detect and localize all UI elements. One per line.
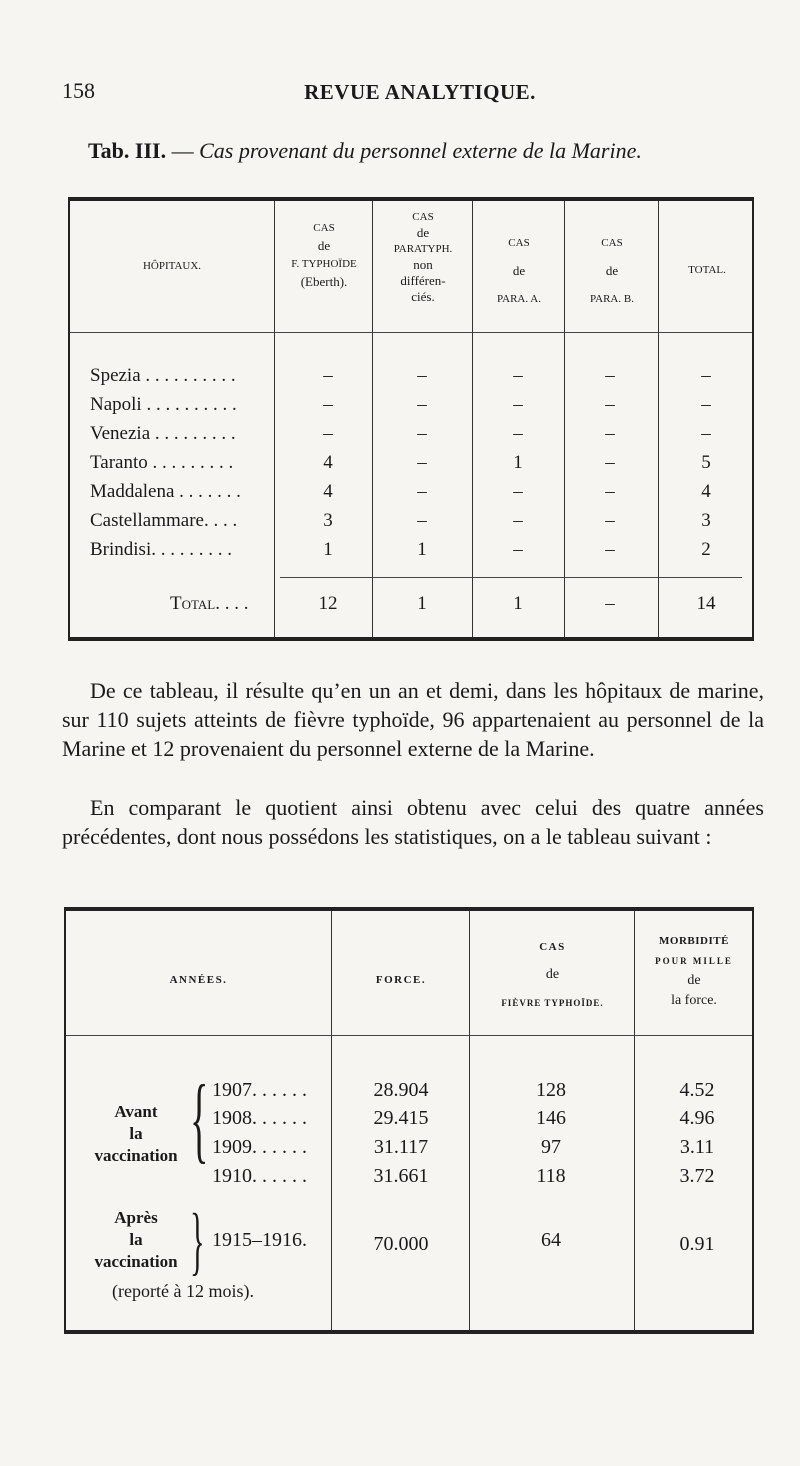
morbidity-value: 3.11: [679, 1136, 715, 1158]
year-1910: 1910. . . . . .: [212, 1165, 307, 1187]
morbidity-value: 3.72: [679, 1165, 715, 1187]
page-number: 158: [62, 78, 95, 103]
year-1909: 1909. . . . . .: [212, 1136, 307, 1158]
force-value: 31.117: [373, 1136, 429, 1158]
group-after-vaccination: Après la vaccination: [94, 1208, 178, 1271]
table-row: Spezia . . . . . . . . . . – – – – –: [90, 365, 711, 386]
caption-title: Cas provenant du personnel externe de la Marine.: [199, 138, 642, 163]
group-before-vaccination: Avant la vaccination: [94, 1102, 178, 1165]
header-total: TOTAL.: [688, 264, 726, 276]
running-title: REVUE ANALYTIQUE.: [304, 80, 536, 104]
header-typhoid-eberth: CAS de F. TYPHOÏDE (Eberth).: [291, 222, 357, 289]
cases-value: 64: [541, 1229, 561, 1251]
header-typhoid-cases: CAS de FIÈVRE TYPHOÏDE.: [501, 941, 604, 1008]
cases-value: 128: [536, 1079, 566, 1101]
brace-after: }: [190, 1199, 205, 1283]
column-divider: [331, 911, 332, 1330]
total-rule: [280, 577, 742, 578]
paragraph-result: De ce tableau, il résulte qu’en un an et demi, dans les hôpitaux de marine, sur 110 sujets atteints de fièvre typhoïde, 96 appartenaient au personnel de la Marine et 12 provenaient du personnel externe de la Marine.: [62, 678, 764, 761]
morbidity-value: 4.52: [679, 1079, 715, 1101]
brace-before: {: [190, 1065, 209, 1172]
cases-value: 97: [541, 1136, 561, 1158]
table-row: Venezia . . . . . . . . . – – – – –: [90, 423, 711, 444]
header-rule: [66, 1035, 752, 1036]
table-row: Taranto . . . . . . . . . 4 – 1 – 5: [90, 452, 711, 473]
hospital-cases-table: [68, 197, 754, 641]
table-row: Maddalena . . . . . . . 4 – – – 4: [90, 481, 711, 502]
cases-value: 146: [536, 1107, 566, 1129]
header-para-a: CAS de PARA. A.: [497, 237, 541, 305]
total-row: Total. . . . 12 1 1 – 14: [170, 593, 716, 614]
caption-label: Tab. III.: [88, 138, 167, 163]
header-hospitals: HÔPITAUX.: [142, 260, 202, 272]
column-divider: [469, 911, 470, 1330]
force-value: 29.415: [373, 1107, 429, 1129]
header-para-b: CAS de PARA. B.: [590, 237, 634, 305]
header-force: FORCE.: [375, 974, 427, 986]
header-years: ANNÉES.: [169, 974, 228, 986]
morbidity-value: 4.96: [679, 1107, 715, 1129]
year-1907: 1907. . . . . .: [212, 1079, 307, 1101]
force-value: 28.904: [373, 1079, 429, 1101]
header-rule: [70, 332, 752, 333]
morbidity-value: 0.91: [679, 1233, 715, 1255]
header-paratyph: CAS de PARATYPH. non différen- ciés.: [393, 211, 453, 304]
table-row: Castellammare. . . . 3 – – – 3: [90, 510, 711, 531]
caption-dash: —: [171, 138, 194, 163]
year-1915-1916: 1915–1916.: [212, 1229, 307, 1251]
force-value: 70.000: [373, 1233, 429, 1255]
header-morbidity: MORBIDITÉ POUR MILLE de la force.: [655, 935, 733, 1008]
year-1908: 1908. . . . . .: [212, 1107, 307, 1129]
paragraph-comparison: En comparant le quotient ainsi obtenu avec celui des quatre années précédentes, dont nous possédons les statistiques, on a le tableau suivant :: [62, 795, 764, 849]
morbidity-table: [64, 907, 754, 1334]
column-divider: [634, 911, 635, 1330]
table-row: Napoli . . . . . . . . . . – – – – –: [90, 394, 711, 415]
table-row: Brindisi. . . . . . . . . 1 1 – – 2: [90, 539, 711, 560]
note-twelve-months: (reporté à 12 mois).: [112, 1281, 254, 1301]
cases-value: 118: [536, 1165, 566, 1187]
table-caption: [88, 138, 642, 164]
force-value: 31.661: [373, 1165, 429, 1187]
